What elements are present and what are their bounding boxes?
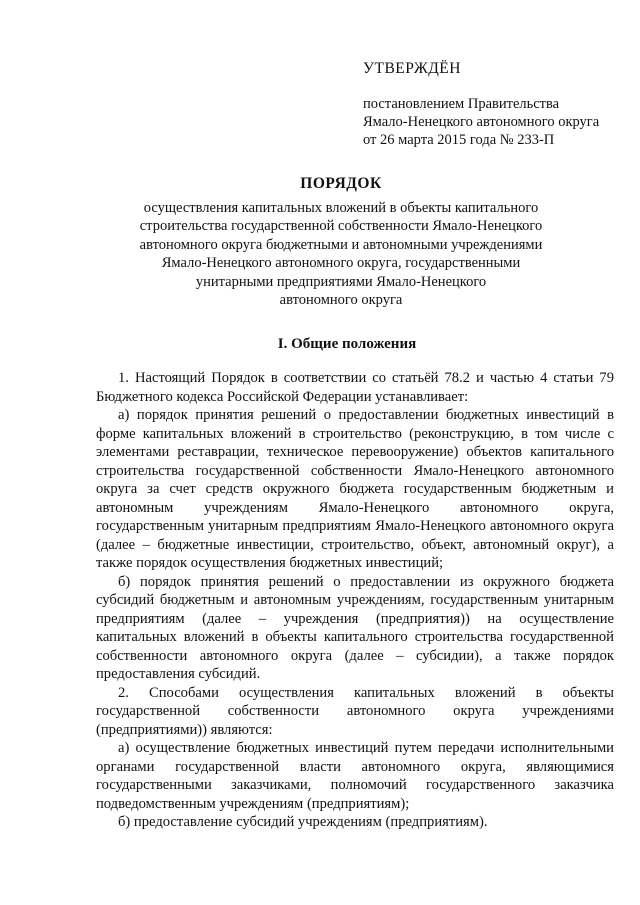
approval-heading: УТВЕРЖДЁН [363,60,461,77]
document-title: ПОРЯДОК [300,175,382,192]
subtitle-line: осуществления капитальных вложений в объекты капитального [143,200,539,216]
paragraph: б) порядок принятия решений о предоставлении из окружного бюджета субсидий бюджетным и автономным учреждениям, государственным унитарным предприятиям (далее – учреждения (предприятия)) на осуществление капитальных вложений в объекты капитального строительства государственной собственности автономного округа (далее – субсидии), а также порядок предоставления субсидий. [96,573,614,682]
paragraph: б) предоставление субсидий учреждениям (предприятиям). [118,814,488,830]
document-subtitle [96,199,586,309]
subtitle-line: автономного округа бюджетными и автономными учреждениями [139,236,543,253]
subtitle-line: строительства государственной собственности Ямало-Ненецкого [139,218,543,235]
paragraph: а) порядок принятия решений о предоставлении бюджетных инвестиций в форме капитальных вложений в строительство (реконструкцию, в том числе с элементами реставрации, техническое перевооружение) объектов капитального строительства государственной собственности Ямало-Ненецкого автономного округа за счет средств окружного бюджета государственным бюджетным и автономным учреждениям Ямало-Ненецкого автономного округа, государственным унитарным предприятиям Ямало-Ненецкого автономного округа (далее – бюджетные инвестиции, строительство, объект, автономный округ), а также порядок осуществления бюджетных инвестиций; [96,407,614,571]
paragraph: 2. Способами осуществления капитальных вложений в объекты государственной собственности автономного округа учреждениями (предприятиями)) являются: [96,684,614,738]
approval-line: Ямало-Ненецкого автономного округа [363,114,600,130]
paragraph: 1. Настоящий Порядок в соответствии со статьёй 78.2 и частью 4 статьи 79 Бюджетного кодекса Российской Федерации устанавливает: [96,370,614,405]
subtitle-line: унитарными предприятиями Ямало-Ненецкого [195,273,487,290]
approval-line: от 26 марта 2015 года № 233-П [363,132,555,148]
document-body [96,369,614,832]
subtitle-line: Ямало-Ненецкого автономного округа, государственными [161,255,521,272]
subtitle-line: автономного округа [279,292,403,309]
paragraph: а) осуществление бюджетных инвестиций путем передачи исполнительными органами государственной власти автономного округа, являющимися государственными заказчиками, полномочий государственного заказчика подведомственным учреждениям (предприятиям); [96,740,614,812]
approval-block [363,60,613,149]
approval-line: постановлением Правительства [363,96,560,112]
section-title: I. Общие положения [277,336,417,352]
